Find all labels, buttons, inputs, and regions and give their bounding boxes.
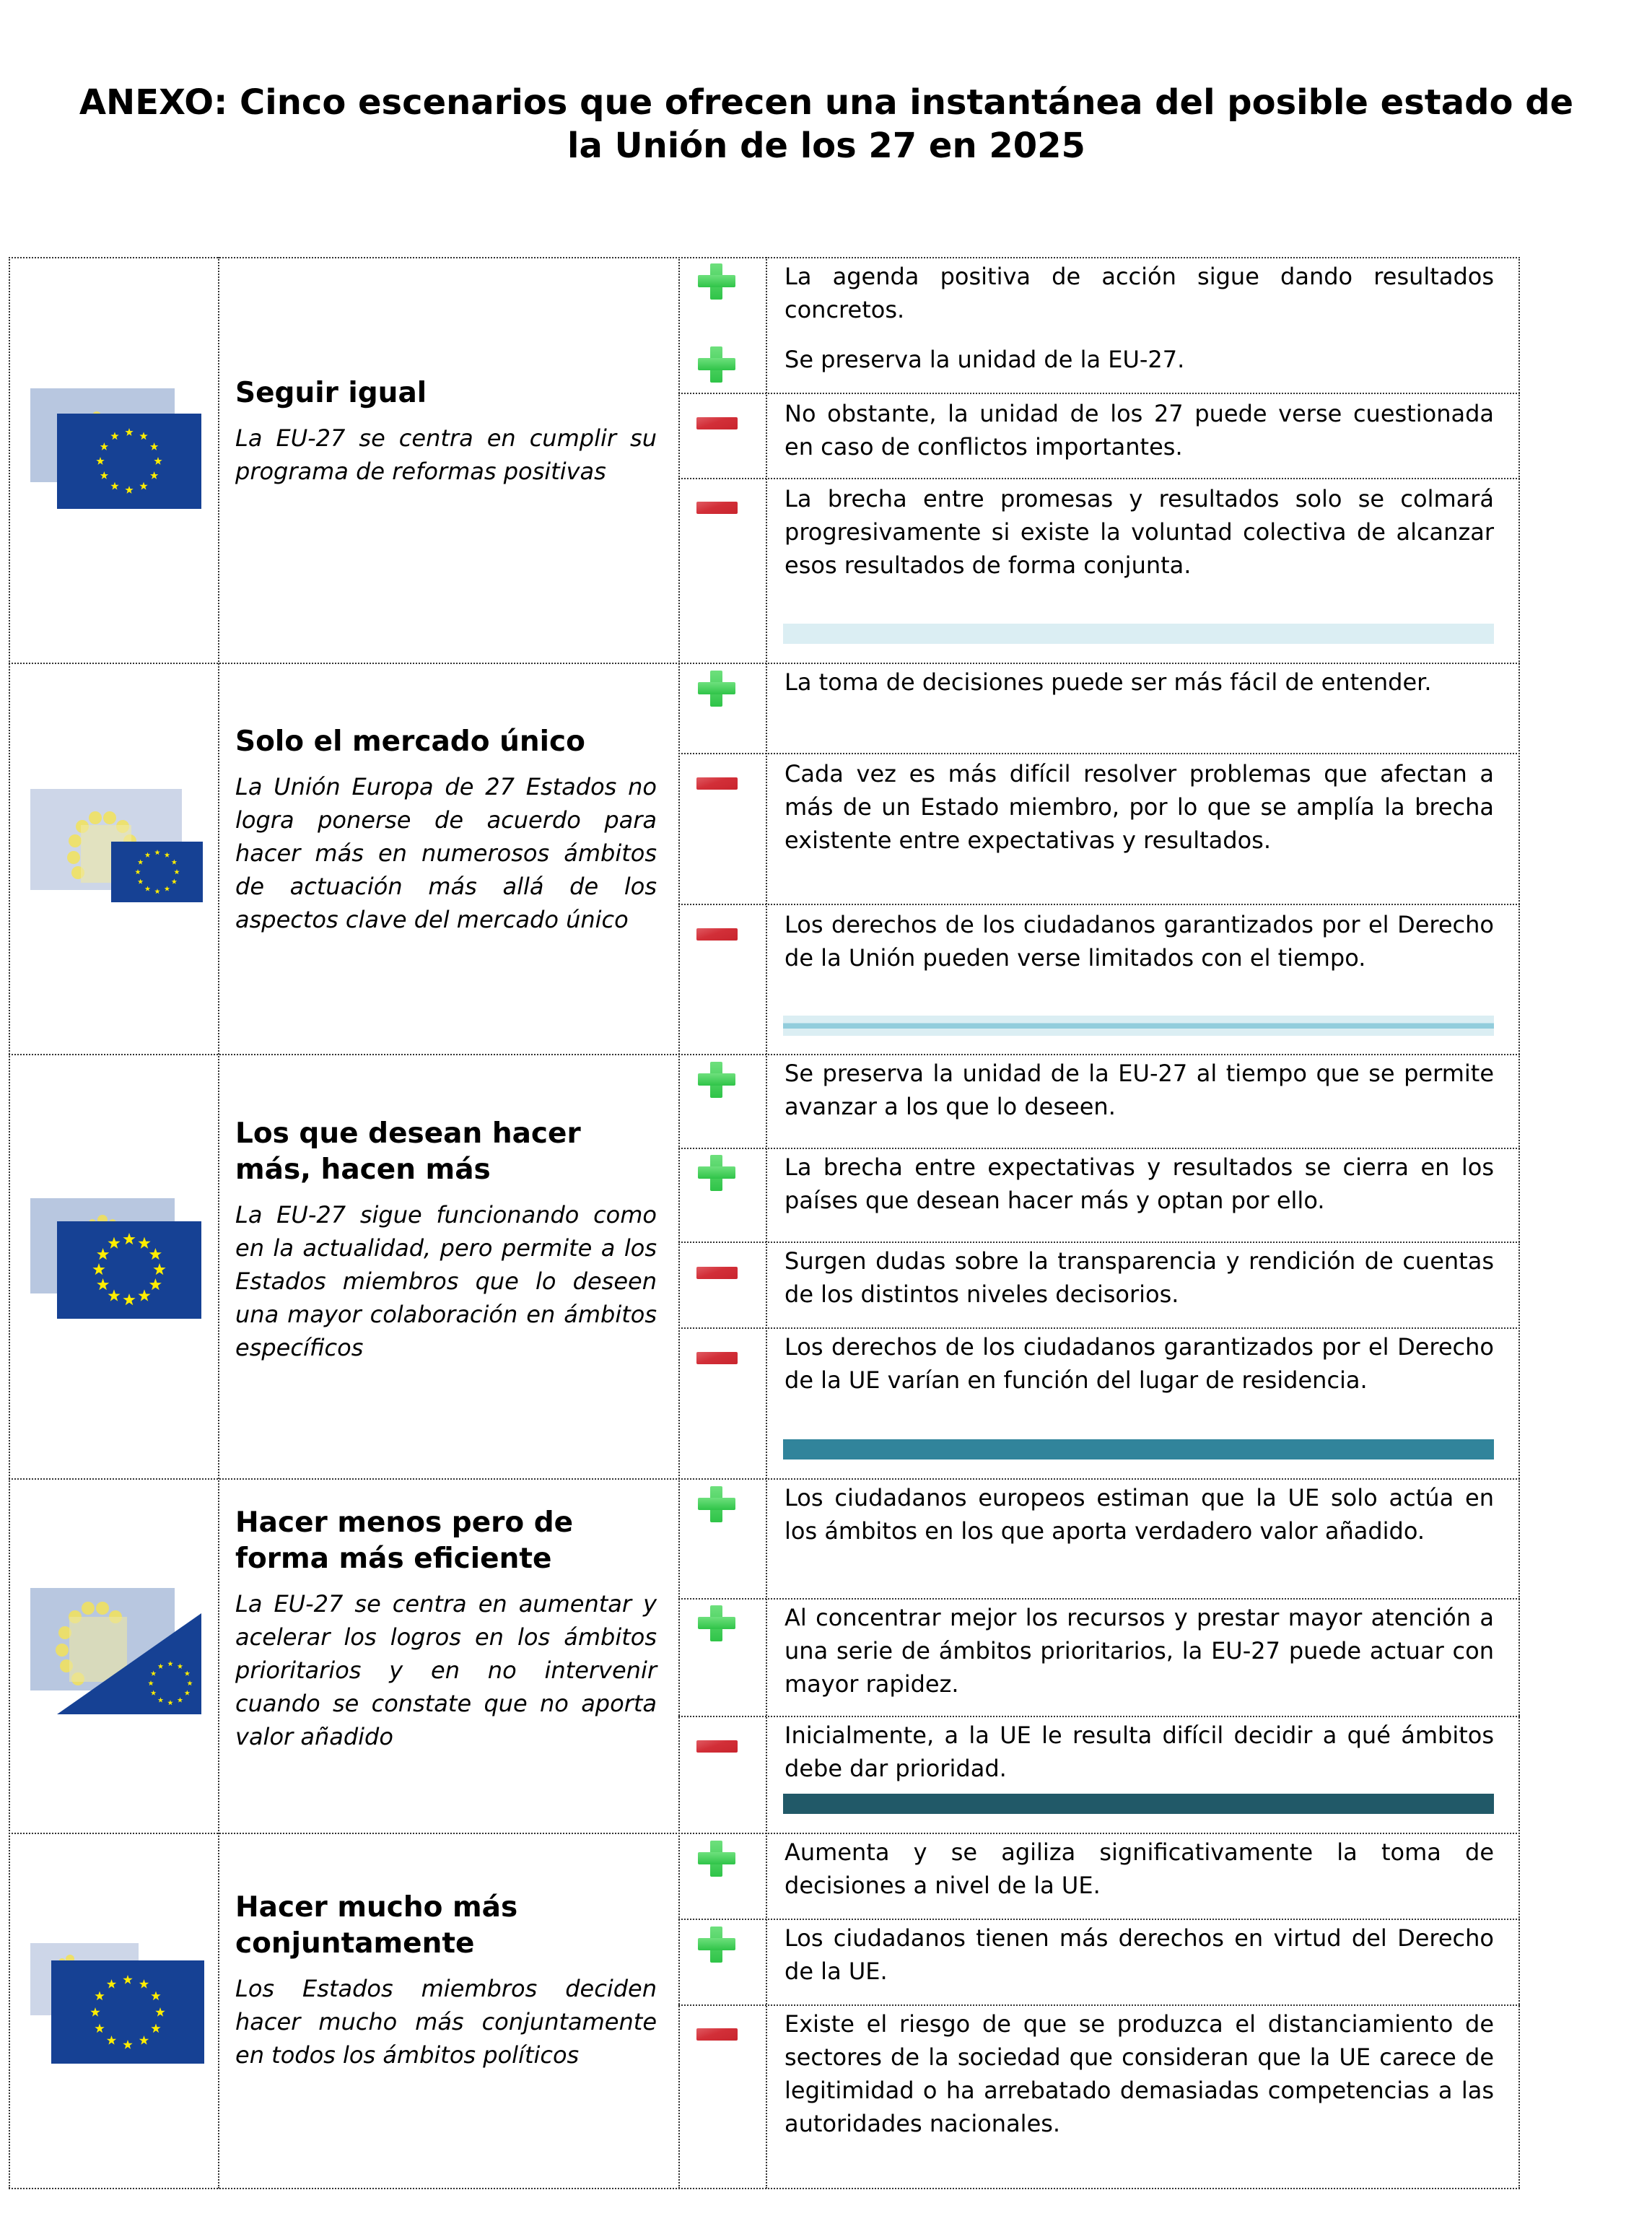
plus-icon xyxy=(698,1841,735,1877)
scenario-row-divider xyxy=(9,663,1520,664)
scenario-description: La Unión Europa de 27 Estados no logra ponerse de acuerdo para hacer más en numerosos ámbitos de actuación más allá de los aspectos clave del mercado único xyxy=(235,773,657,933)
item-divider xyxy=(678,753,1520,754)
table-border-bottom xyxy=(9,2188,1520,2189)
item-divider xyxy=(678,478,1520,479)
con-item: La brecha entre promesas y resultados solo se colmará progresivamente si existe la voluntad colectiva de alcanzar esos resultados de forma conjunta. xyxy=(785,485,1494,579)
con-item: Surgen dudas sobre la transparencia y rendición de cuentas de los distintos niveles decisorios. xyxy=(785,1247,1494,1308)
con-item: Los derechos de los ciudadanos garantizados por el Derecho de la Unión pueden verse limitados con el tiempo. xyxy=(785,911,1494,972)
con-item: Cada vez es más difícil resolver problemas que afectan a más de un Estado miembro, por lo que se amplía la brecha existente entre expectativas y resultados. xyxy=(785,760,1494,854)
plus-icon xyxy=(698,1486,735,1522)
eu-flag-big-stars-icon xyxy=(30,1198,204,1325)
con-item: Los derechos de los ciudadanos garantizados por el Derecho de la UE varían en función del lugar de residencia. xyxy=(785,1333,1494,1394)
item-divider xyxy=(678,1242,1520,1243)
minus-icon xyxy=(696,417,738,429)
pro-item: Los ciudadanos europeos estiman que la UE solo actúa en los ámbitos en los que aporta verdadero valor añadido. xyxy=(785,1484,1494,1545)
pro-item: Los ciudadanos tienen más derechos en virtud del Derecho de la UE. xyxy=(785,1924,1494,1985)
scenario-color-bar xyxy=(783,624,1494,644)
plus-icon xyxy=(698,671,735,707)
item-divider xyxy=(678,1716,1520,1717)
plus-icon xyxy=(698,1605,735,1641)
item-divider xyxy=(678,1148,1520,1149)
scenario-description: La EU-27 sigue funcionando como en la actualidad, pero permite a los Estados miembros que lo deseen una mayor colaboración en ámbitos específicos xyxy=(235,1201,657,1361)
table-border-top xyxy=(9,257,1520,258)
plus-icon xyxy=(698,346,735,383)
pro-item: La toma de decisiones puede ser más fácil de entender. xyxy=(785,668,1432,696)
scenario-text xyxy=(235,1116,657,1364)
scenario-title: Hacer mucho más conjuntamente xyxy=(235,1891,518,1960)
con-item: Inicialmente, a la UE le resulta difícil decidir a qué ámbitos debe dar prioridad. xyxy=(785,1722,1494,1782)
con-item: No obstante, la unidad de los 27 puede verse cuestionada en caso de conflictos importantes. xyxy=(785,400,1494,461)
plus-icon xyxy=(698,1927,735,1963)
item-divider xyxy=(678,393,1520,394)
scenario-description: La EU-27 se centra en aumentar y acelerar los logros en los ámbitos prioritarios y en no intervenir cuando se constate que no aporta valor añadido xyxy=(235,1590,657,1750)
item-divider xyxy=(678,904,1520,905)
page-title-line-1: ANEXO: Cinco escenarios que ofrecen una instantánea del posible estado de xyxy=(79,82,1574,123)
scenario-row-divider xyxy=(9,1478,1520,1480)
scenario-text xyxy=(235,724,657,936)
minus-icon xyxy=(696,777,738,790)
item-divider xyxy=(678,2004,1520,2006)
scenario-title: Solo el mercado único xyxy=(235,725,585,758)
eu-flag-icon xyxy=(30,388,204,511)
pro-item: Aumenta y se agiliza significativamente la toma de decisiones a nivel de la UE. xyxy=(785,1838,1494,1899)
table-column-divider xyxy=(218,257,219,2189)
minus-icon xyxy=(696,928,738,941)
scenario-description: Los Estados miembros deciden hacer mucho más conjuntamente en todos los ámbitos políticos xyxy=(235,1975,657,2069)
page-title xyxy=(29,81,1624,167)
scenario-text xyxy=(235,1505,657,1753)
scenario-color-bar xyxy=(783,1794,1494,1814)
scenario-title: Seguir igual xyxy=(235,377,427,409)
scenario-color-bar xyxy=(783,1016,1494,1036)
plus-icon xyxy=(698,1155,735,1191)
scenario-title: Hacer menos pero de forma más eficiente xyxy=(235,1506,574,1575)
plus-icon xyxy=(698,263,735,300)
plus-icon xyxy=(698,1062,735,1098)
eu-flag-triangle-icon xyxy=(30,1588,204,1718)
scenario-text xyxy=(235,1890,657,2072)
scenario-text xyxy=(235,375,657,488)
pro-item: La brecha entre expectativas y resultados se cierra en los países que desean hacer más y optan por ello. xyxy=(785,1153,1494,1214)
minus-icon xyxy=(696,502,738,514)
table-column-divider xyxy=(678,257,680,2189)
scenario-description: La EU-27 se centra en cumplir su programa de reformas positivas xyxy=(235,424,657,485)
item-divider xyxy=(678,1327,1520,1329)
pro-item: Se preserva la unidad de la EU-27 al tiempo que se permite avanzar a los que lo deseen. xyxy=(785,1060,1494,1120)
pro-item: Se preserva la unidad de la EU-27. xyxy=(785,346,1185,373)
scenario-row-divider xyxy=(9,1833,1520,1834)
eu-flag-large-icon xyxy=(30,1943,207,2069)
table-border-right xyxy=(1518,257,1520,2189)
scenario-title: Los que desean hacer más, hacen más xyxy=(235,1117,581,1186)
con-item: Existe el riesgo de que se produzca el distanciamiento de sectores de la sociedad que consideran que la UE carece de legitimidad o ha arrebatado demasiadas competencias a las autoridades nacionales. xyxy=(785,2010,1494,2137)
eu-flag-small-icon xyxy=(30,789,211,912)
item-divider xyxy=(678,1919,1520,1920)
pro-item: Al concentrar mejor los recursos y prestar mayor atención a una serie de ámbitos prioritarios, la EU-27 puede actuar con mayor rapidez. xyxy=(785,1604,1494,1698)
item-divider xyxy=(678,1598,1520,1600)
scenario-color-bar xyxy=(783,1439,1494,1459)
table-column-divider xyxy=(766,257,767,2189)
page-title-line-2: la Unión de los 27 en 2025 xyxy=(567,126,1085,166)
minus-icon xyxy=(696,1352,738,1364)
minus-icon xyxy=(696,1740,738,1753)
minus-icon xyxy=(696,2028,738,2041)
pro-item: La agenda positiva de acción sigue dando resultados concretos. xyxy=(785,263,1494,323)
scenario-row-divider xyxy=(9,1054,1520,1055)
table-border-left xyxy=(9,257,10,2189)
minus-icon xyxy=(696,1267,738,1279)
